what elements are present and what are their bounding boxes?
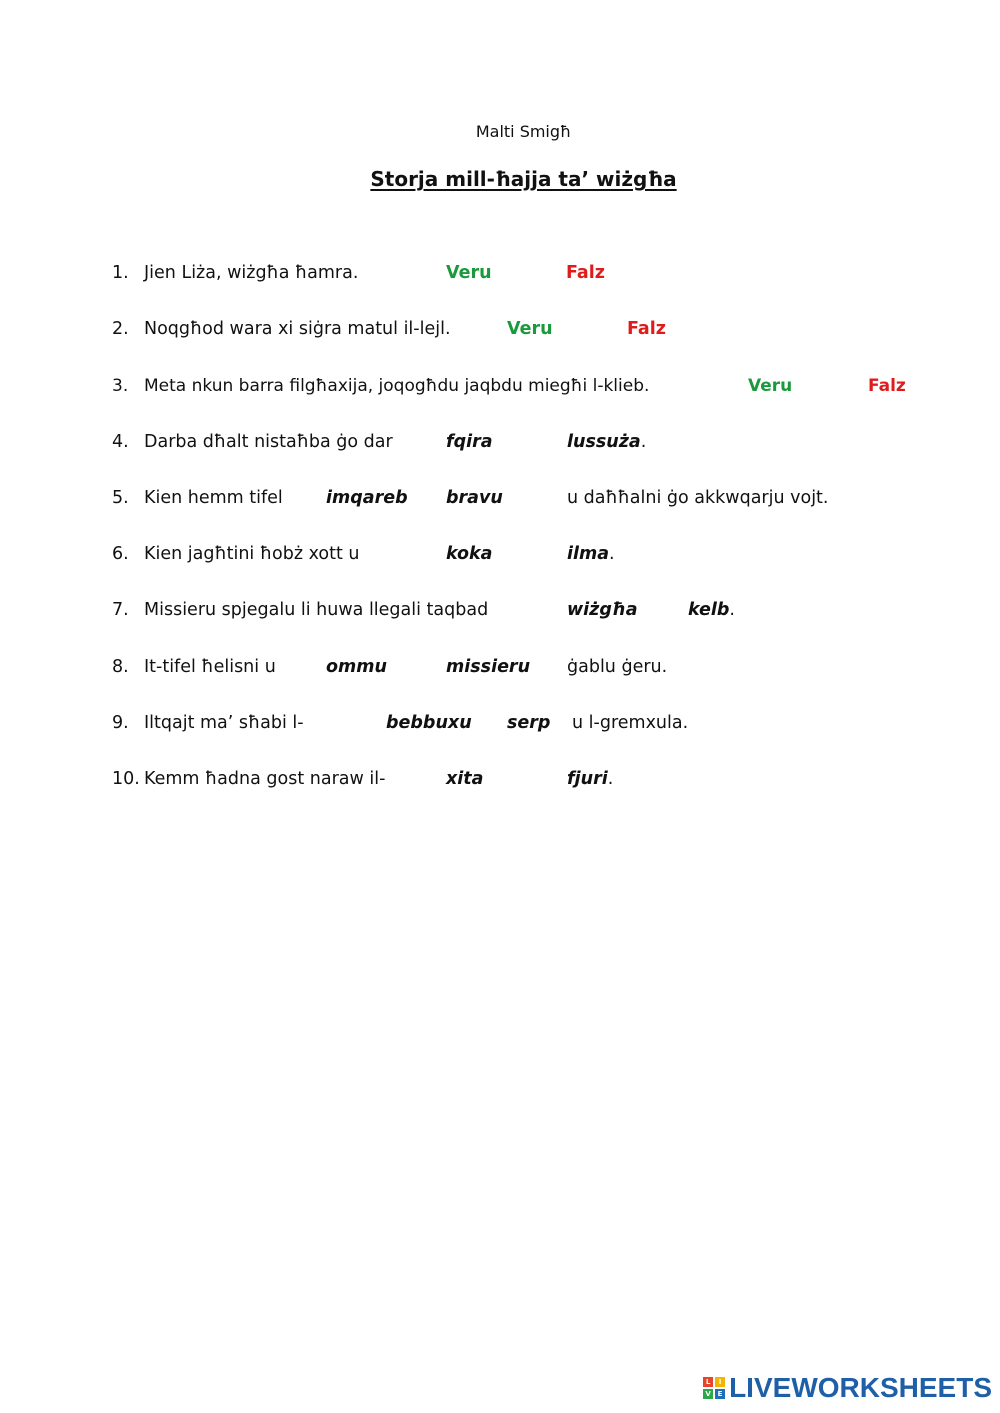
question-6 [0, 544, 1000, 574]
true-option[interactable]: Veru [748, 376, 793, 396]
question-number: 4. [112, 432, 129, 452]
choice-option-1[interactable]: wiżgħa [567, 600, 638, 620]
question-4 [0, 432, 1000, 462]
question-number: 2. [112, 319, 129, 339]
choice-option-2[interactable]: lussuża [567, 432, 641, 452]
question-5 [0, 488, 1000, 518]
question-ending: u daħħalni ġo akkwqarju vojt. [567, 488, 829, 508]
question-ending: . [609, 544, 615, 564]
logo-tile-i: I [715, 1377, 725, 1387]
question-text: Iltqajt ma’ sħabi l- [144, 713, 304, 733]
question-number: 10. [112, 769, 140, 789]
question-text: Darba dħalt nistaħba ġo dar [144, 432, 393, 452]
logo-text: LIVEWORKSHEETS [729, 1372, 992, 1403]
question-text: Noqgħod wara xi siġra matul il-lejl. [144, 319, 451, 339]
question-10 [0, 769, 1000, 799]
question-ending: . [729, 600, 735, 620]
question-text: Meta nkun barra filgħaxija, joqogħdu jaqbdu miegħi l-klieb. [144, 376, 650, 396]
choice-option-2[interactable]: serp [507, 713, 551, 733]
false-option[interactable]: Falz [627, 319, 666, 339]
question-2 [0, 319, 1000, 349]
choice-option-2[interactable]: kelb [688, 600, 730, 620]
question-text: Kemm ħadna gost naraw il- [144, 769, 386, 789]
question-3 [0, 376, 1000, 406]
choice-option-1[interactable]: ommu [326, 657, 387, 677]
question-text: It-tifel ħelisni u [144, 657, 276, 677]
question-text: Kien jagħtini ħobż xott u [144, 544, 360, 564]
question-ending: . [640, 432, 647, 452]
choice-option-1[interactable]: bebbuxu [386, 713, 472, 733]
choice-option-2-wrap [567, 432, 646, 452]
choice-option-1[interactable]: imqareb [326, 488, 408, 508]
liveworksheets-logo [703, 1371, 992, 1405]
question-1 [0, 263, 1000, 293]
choice-option-2[interactable]: ilma [567, 544, 610, 564]
liveworksheets-logo-icon [703, 1377, 725, 1399]
false-option[interactable]: Falz [868, 376, 906, 396]
logo-tile-l: L [703, 1377, 713, 1387]
subtitle: Malti Smigħ [475, 122, 572, 141]
false-option[interactable]: Falz [566, 263, 605, 283]
choice-option-1[interactable]: fqira [446, 432, 493, 452]
choice-option-2-wrap [567, 544, 615, 564]
question-number: 7. [112, 600, 129, 620]
question-text: Missieru spjegalu li huwa llegali taqbad [144, 600, 489, 620]
question-ending: ġablu ġeru. [567, 657, 668, 677]
true-option[interactable]: Veru [507, 319, 553, 339]
question-number: 5. [112, 488, 129, 508]
question-number: 9. [112, 713, 129, 733]
logo-tile-v: V [703, 1389, 713, 1399]
question-number: 8. [112, 657, 129, 677]
question-9 [0, 713, 1000, 743]
question-number: 3. [112, 376, 129, 396]
choice-option-2[interactable]: missieru [446, 657, 531, 677]
question-8 [0, 657, 1000, 687]
choice-option-1[interactable]: xita [446, 769, 484, 789]
question-ending: . [607, 769, 614, 789]
question-number: 6. [112, 544, 129, 564]
choice-option-2-wrap [688, 600, 735, 620]
question-text: Kien hemm tifel [144, 488, 283, 508]
choice-option-2[interactable]: bravu [446, 488, 503, 508]
logo-tile-e: E [715, 1389, 725, 1399]
question-ending: u l-gremxula. [572, 713, 689, 733]
question-7 [0, 600, 1000, 630]
true-option[interactable]: Veru [446, 263, 492, 283]
choice-option-2[interactable]: fjuri [567, 769, 608, 789]
question-text: Jien Liża, wiżgħa ħamra. [144, 263, 359, 283]
page-title: Storja mill-ħajja ta’ wiżgħa [370, 167, 677, 191]
choice-option-2-wrap [567, 769, 613, 789]
question-number: 1. [112, 263, 129, 283]
choice-option-1[interactable]: koka [446, 544, 493, 564]
